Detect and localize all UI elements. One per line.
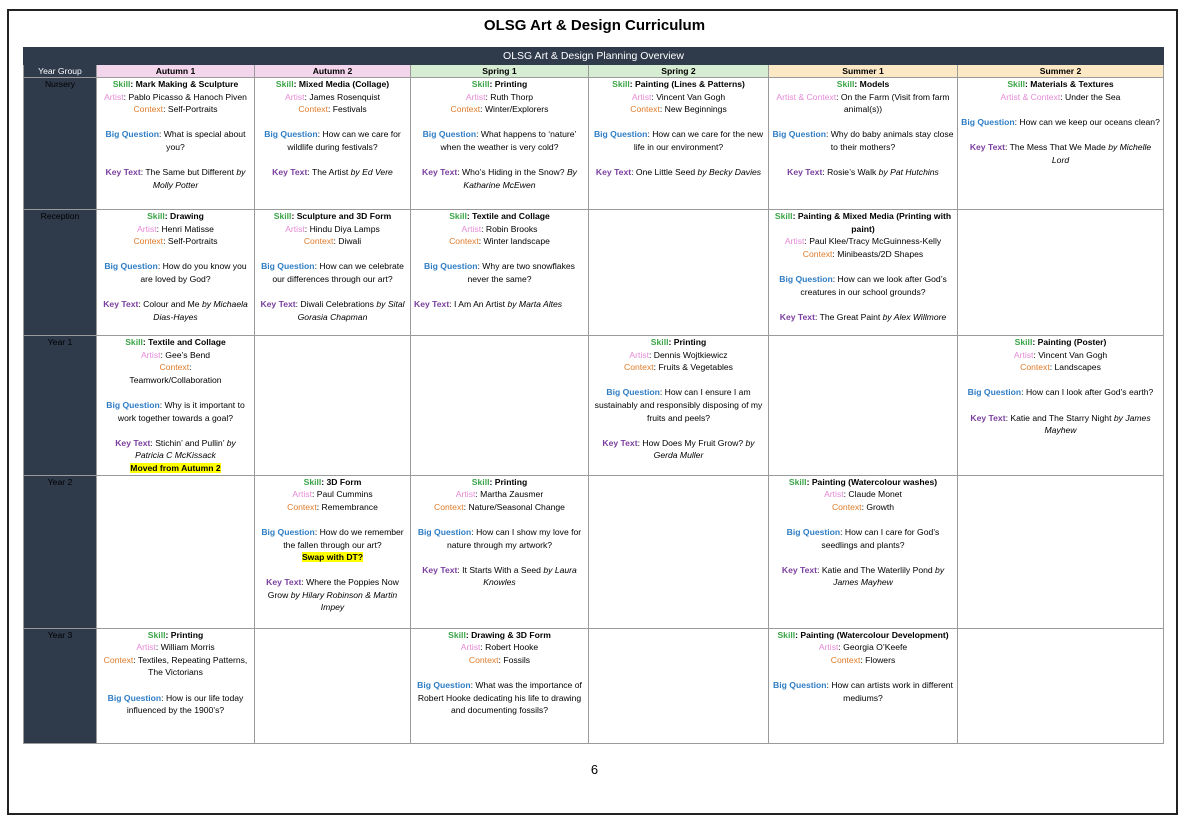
skill-value: 3D Form [326, 476, 362, 487]
key-text-label: Key Text [595, 167, 632, 178]
skill-value: Painting (Watercolour Development) [800, 629, 949, 640]
cell-year-3-autumn-2 [255, 628, 411, 743]
key-text-label: Key Text [781, 564, 818, 575]
artist-label: Artist [136, 642, 156, 653]
header-spring-1: Spring 1 [411, 65, 589, 78]
key-text-author: By Katharine McEwen [463, 167, 577, 190]
context-label: Context [831, 501, 862, 512]
artist-value: Henri Matisse [161, 223, 214, 234]
overview-header-row [24, 48, 1164, 65]
artist-label: Artist [629, 349, 649, 360]
cell-year-1-spring-1 [411, 336, 589, 476]
skill-label: Skill [836, 79, 855, 89]
context-value: Self-Portraits [167, 104, 218, 115]
skill-label: Skill [1014, 337, 1033, 347]
big-question-label: Big Question [417, 526, 472, 537]
skill-value: Printing [494, 79, 528, 89]
artist-label: Artist [784, 236, 805, 247]
key-text-value: Katie and The Starry Night [1010, 412, 1112, 423]
big-question-value: Why are two snowflakes never the same? [467, 261, 575, 284]
big-question-value: How can I care for God’s seedlings and plants? [821, 526, 940, 550]
big-question-label: Big Question [773, 679, 827, 690]
artist-context-label: Artist & Context [1000, 91, 1061, 102]
skill-value: Materials & Textures [1030, 79, 1114, 89]
key-text-label: Key Text [422, 564, 458, 575]
key-text-value: How Does My Fruit Grow? [642, 437, 744, 448]
skill-value: Drawing & 3D Form [471, 629, 551, 640]
big-question-label: Big Question [593, 129, 648, 140]
artist-value: Paul Cummins [316, 489, 373, 500]
big-question-value: How can I look after God’s earth? [1025, 387, 1154, 398]
big-question-value: How can I ensure I am sustainably and responsibly disposing of my fruits and peels? [594, 387, 763, 423]
key-text-label: Key Text [115, 437, 151, 448]
cell-reception-autumn-1: Skill: Drawing Artist: Henri Matisse Context: Self-Portraits Big Question: How do you know you are loved by God? Key Text: Colour and Me by Michaela Dias-Hayes [97, 210, 255, 336]
cell-nursery-summer-1: Skill: Models Artist & Context: On the Farm (Visit from farm animal(s)) Big Question: Why do baby animals stay close to their mothers? Key Text: Rosie’s Walk by Pat Hutchins [769, 78, 958, 210]
context-value: New Beginnings [664, 104, 727, 115]
cell-year-3-summer-1: Skill: Painting (Watercolour Development) Artist: Georgia O’Keefe Context: Flowers Big Question: How can artists work in different mediums? [769, 628, 958, 743]
skill-value: Painting (Lines & Patterns) [635, 79, 745, 89]
skill-label: Skill [273, 211, 292, 221]
moved-note: Moved from Autumn 2 [130, 462, 221, 473]
skill-label: Skill [612, 79, 630, 89]
artist-context-label: Artist & Context [776, 91, 837, 102]
context-label: Context [630, 104, 660, 115]
big-question-value: How can we celebrate our differences through our art? [272, 261, 404, 284]
year-label-year-3: Year 3 [24, 628, 97, 743]
big-question-label: Big Question [606, 387, 660, 398]
key-text-label: Key Text [779, 311, 815, 322]
cell-reception-spring-2 [589, 210, 769, 336]
document-title: OLSG Art & Design Curriculum [483, 17, 706, 34]
skill-value: Painting (Poster) [1037, 337, 1107, 347]
skill-value: Printing [673, 337, 707, 347]
key-text-author: by Patricia C McKissack [135, 437, 236, 461]
row-reception [24, 210, 1164, 336]
context-label: Context [133, 236, 164, 247]
context-value: Flowers [865, 654, 896, 665]
skill-value: Textile and Collage [148, 337, 226, 347]
context-label: Context [103, 654, 134, 665]
artist-label: Artist [824, 489, 844, 500]
context-value: Fruits & Vegetables [658, 362, 733, 373]
cell-year-3-spring-2 [589, 628, 769, 743]
key-text-author: by James Mayhew [833, 564, 945, 588]
skill-value: Printing [494, 476, 528, 487]
cell-year-3-spring-1: Skill: Drawing & 3D Form Artist: Robert Hooke Context: Fossils Big Question: What was the importance of Robert Hooke dedicating his life to drawing and documenting fossils? [411, 628, 589, 743]
skill-label: Skill [774, 211, 793, 221]
row-year-3 [24, 628, 1164, 743]
cell-year-2-summer-2 [958, 475, 1164, 628]
artist-value: Martha Zausmer [480, 489, 544, 500]
context-label: Context [133, 104, 164, 115]
skill-value: Textile and Collage [472, 211, 550, 221]
curriculum-table [23, 47, 1164, 744]
skill-label: Skill [275, 79, 294, 89]
artist-value: Georgia O’Keefe [843, 642, 908, 653]
skill-label: Skill [1007, 79, 1025, 89]
cell-nursery-autumn-2: Skill: Mixed Media (Collage) Artist: James Rosenquist Context: Festivals Big Question: How can we care for wildlife during festivals? Key Text: The Artist by Ed Vere [255, 78, 411, 210]
big-question-label: Big Question [424, 261, 478, 272]
big-question-value: How can we keep our oceans clean? [1019, 116, 1160, 127]
artist-value: Vincent Van Gogh [1038, 349, 1108, 360]
row-year-1 [24, 336, 1164, 476]
key-text-value: Stichin’ and Pullin’ [155, 437, 225, 448]
header-summer-1: Summer 1 [769, 65, 958, 78]
key-text-value: The Great Paint [819, 311, 881, 322]
cell-reception-spring-1: Skill: Textile and Collage Artist: Robin Brooks Context: Winter landscape Big Question: Why are two snowflakes never the same? Key Text: I Am An Artist by Marta Altes [411, 210, 589, 336]
key-text-value: Diwali Celebrations [300, 299, 374, 310]
year-label-year-2: Year 2 [24, 475, 97, 628]
key-text-label: Key Text [970, 412, 1006, 423]
artist-value: William Morris [160, 642, 215, 653]
key-text-value: The Same but Different [145, 167, 235, 178]
context-value: Teamwork/Collaboration [129, 374, 222, 385]
header-spring-2: Spring 2 [589, 65, 769, 78]
big-question-label: Big Question [105, 129, 159, 140]
cell-year-1-summer-2: Skill: Painting (Poster) Artist: Vincent Van Gogh Context: Landscapes Big Question: How can I look after God’s earth? Key Text: Katie and The Starry Night by James Mayhew [958, 336, 1164, 476]
context-label: Context [802, 248, 833, 259]
context-label: Context [287, 501, 317, 512]
year-label-reception: Reception [24, 210, 97, 336]
skill-label: Skill [471, 476, 490, 487]
key-text-author: by Molly Potter [152, 167, 246, 190]
key-text-author: by Marta Altes [507, 299, 563, 310]
context-label: Context [449, 236, 479, 247]
context-label: Context [303, 236, 334, 247]
key-text-label: Key Text [266, 577, 302, 588]
cell-year-2-autumn-1 [97, 475, 255, 628]
big-question-value: How do we remember the fallen through our art? [283, 526, 404, 550]
cell-year-3-autumn-1: Skill: Printing Artist: William Morris Context: Textiles, Repeating Patterns, The Victorians Big Question: How is our life today influenced by the 1900’s? [97, 628, 255, 743]
artist-label: Artist [1013, 349, 1034, 360]
big-question-label: Big Question [261, 261, 315, 272]
artist-label: Artist [137, 223, 157, 234]
key-text-label: Key Text [602, 437, 638, 448]
artist-value: Ruth Thorp [490, 91, 534, 102]
skill-value: Painting & Mixed Media (Printing with paint) [797, 211, 952, 234]
big-question-label: Big Question [107, 692, 162, 703]
key-text-label: Key Text [787, 167, 823, 178]
skill-label: Skill [147, 211, 165, 221]
year-label-year-1: Year 1 [24, 336, 97, 476]
key-text-author: by Pat Hutchins [878, 167, 939, 178]
key-text-value: Rosie’s Walk [827, 167, 877, 178]
artist-label: Artist [292, 489, 312, 500]
artist-value: Pablo Picasso & Hanoch Piven [128, 91, 247, 102]
big-question-value: Why is it important to work together towards a goal? [117, 399, 245, 423]
key-text-label: Key Text [414, 299, 450, 310]
key-text-value: The Artist [311, 167, 349, 178]
context-label: Context [1020, 362, 1050, 373]
big-question-label: Big Question [261, 526, 315, 537]
artist-value: Robert Hooke [485, 642, 539, 653]
cell-year-1-autumn-2 [255, 336, 411, 476]
key-text-author: by Michelle Lord [1051, 141, 1152, 165]
key-text-author: by Becky Davies [697, 167, 762, 178]
skill-value: Printing [170, 629, 204, 640]
big-question-label: Big Question [106, 399, 160, 410]
key-text-value: Who’s Hiding in the Snow? [462, 167, 565, 178]
year-group-header: Year Group [24, 65, 97, 78]
artist-label: Artist [465, 91, 486, 102]
context-value: Minibeasts/2D Shapes [837, 248, 924, 259]
artist-label: Artist [104, 91, 124, 102]
artist-value: Gee’s Bend [165, 349, 211, 360]
big-question-label: Big Question [104, 261, 158, 272]
skill-value: Painting (Watercolour washes) [811, 476, 938, 487]
page-number: 6 [590, 762, 599, 777]
cell-year-1-autumn-1: Skill: Textile and Collage Artist: Gee’s Bend Context: Teamwork/Collaboration Big Question: Why is it important to work together towards a goal? Key Text: Stichin’ and Pullin’ by Patricia C McKissack Moved from Autumn 2 [97, 336, 255, 476]
big-question-value: What was the importance of Robert Hooke dedicating his life to drawing and documenting fossils? [417, 679, 582, 716]
skill-label: Skill [303, 476, 322, 487]
skill-value: Sculpture and 3D Form [296, 211, 392, 221]
key-text-author: by James Mayhew [1044, 412, 1151, 436]
artist-context-value: Under the Sea [1065, 91, 1121, 102]
cell-nursery-autumn-1: Skill: Mark Making & Sculpture Artist: Pablo Picasso & Hanoch Piven Context: Self-Portraits Big Question: What is special about you? Key Text: The Same but Different by Molly Potter [97, 78, 255, 210]
skill-value: Drawing [170, 211, 204, 221]
context-label: Context [468, 654, 499, 665]
big-question-label: Big Question [779, 273, 833, 284]
key-text-label: Key Text [105, 167, 141, 178]
cell-year-2-summer-1: Skill: Painting (Watercolour washes) Artist: Claude Monet Context: Growth Big Question: How can I care for God’s seedlings and plants? Key Text: Katie and The Waterlily Pond by James Mayhew [769, 475, 958, 628]
swap-note: Swap with DT? [301, 552, 364, 563]
context-value: Nature/Seasonal Change [468, 501, 565, 512]
context-value: Self-Portraits [167, 236, 218, 247]
key-text-value: Colour and Me [143, 299, 200, 310]
header-summer-2: Summer 2 [958, 65, 1164, 78]
artist-label: Artist [140, 349, 161, 360]
overview-label: OLSG Art & Design Planning Overview [24, 48, 1164, 65]
artist-label: Artist [631, 91, 652, 102]
row-nursery [24, 78, 1164, 210]
context-label: Context [830, 654, 861, 665]
cell-year-1-summer-1 [769, 336, 958, 476]
cell-year-3-summer-2 [958, 628, 1164, 743]
artist-value: Dennis Wojtkiewicz [653, 349, 728, 360]
key-text-author: by Michaela Dias-Hayes [153, 299, 248, 322]
key-text-author: by Sital Gorasia Chapman [297, 299, 405, 322]
skill-label: Skill [788, 476, 807, 487]
key-text-label: Key Text [272, 167, 308, 178]
artist-value: Paul Klee/Tracy McGuinness-Kelly [809, 236, 942, 247]
big-question-value: How can we look after God’s creatures in our school grounds? [800, 273, 947, 297]
context-label: Context [159, 362, 190, 373]
big-question-label: Big Question [961, 116, 1015, 127]
context-label: Context [434, 501, 464, 512]
key-text-label: Key Text [103, 299, 139, 310]
key-text-value: One Little Seed [635, 167, 696, 178]
artist-value: Hindu Diya Lamps [309, 223, 380, 234]
key-text-author: by Ed Vere [350, 167, 393, 178]
cell-year-2-spring-1: Skill: Printing Artist: Martha Zausmer Context: Nature/Seasonal Change Big Question: How can I show my love for nature through my artwork? Key Text: It Starts With a Seed by Laura Knowles [411, 475, 589, 628]
big-question-label: Big Question [264, 129, 318, 140]
key-text-value: Katie and The Waterlily Pond [821, 564, 933, 575]
context-value: Landscapes [1054, 362, 1101, 373]
skill-value: Mark Making & Sculpture [135, 79, 239, 89]
header-autumn-2: Autumn 2 [255, 65, 411, 78]
key-text-value: It Starts With a Seed [462, 564, 541, 575]
skill-label: Skill [448, 629, 466, 640]
key-text-author: by Hilary Robinson & Martin Impey [290, 589, 398, 613]
cell-reception-summer-1: Skill: Painting & Mixed Media (Printing with paint) Artist: Paul Klee/Tracy McGuinness-Kelly Context: Minibeasts/2D Shapes Big Question: How can we look after God’s creatures in our school grounds? Key Text: The Great Paint by Alex Willmore [769, 210, 958, 336]
row-year-2 [24, 475, 1164, 628]
key-text-value: I Am An Artist [453, 299, 506, 310]
skill-value: Mixed Media (Collage) [298, 79, 390, 89]
big-question-value: What happens to ‘nature’ when the weather is very cold? [440, 129, 577, 152]
artist-value: Robin Brooks [485, 223, 538, 234]
context-value: Winter/Explorers [484, 104, 549, 115]
skill-label: Skill [112, 79, 131, 89]
big-question-value: How do you know you are loved by God? [140, 261, 247, 284]
cell-year-2-spring-2 [589, 475, 769, 628]
big-question-value: What is special about you? [163, 129, 246, 152]
big-question-label: Big Question [786, 526, 841, 537]
big-question-label: Big Question [772, 129, 826, 140]
context-label: Context [298, 104, 328, 115]
cell-nursery-summer-2: Skill: Materials & Textures Artist & Context: Under the Sea Big Question: How can we keep our oceans clean? Key Text: The Mess That We Made by Michelle Lord [958, 78, 1164, 210]
context-value: Winter landscape [483, 236, 550, 247]
skill-label: Skill [449, 211, 467, 221]
key-text-label: Key Text [422, 167, 458, 178]
cell-reception-autumn-2: Skill: Sculpture and 3D Form Artist: Hindu Diya Lamps Context: Diwali Big Question: How can we celebrate our differences through our art? Key Text: Diwali Celebrations by Sital Gorasia Chapman [255, 210, 411, 336]
context-value: Diwali [338, 236, 362, 247]
key-text-author: by Gerda Muller [653, 437, 755, 461]
artist-label: Artist [460, 642, 481, 653]
big-question-value: How can artists work in different mediums? [831, 679, 953, 703]
year-label-nursery: Nursery [24, 78, 97, 210]
big-question-value: How can we care for wildlife during festivals? [287, 129, 401, 152]
key-text-author: by Laura Knowles [483, 564, 577, 588]
context-label: Context [624, 362, 654, 373]
skill-label: Skill [147, 629, 166, 640]
skill-label: Skill [471, 79, 490, 89]
artist-label: Artist [818, 642, 839, 653]
artist-label: Artist [461, 223, 482, 234]
skill-value: Models [859, 79, 890, 89]
cell-year-2-autumn-2: Skill: 3D Form Artist: Paul Cummins Context: Remembrance Big Question: How do we remember the fallen through our art? Swap with DT? Key Text: Where the Poppies Now Grow by Hilary Robinson & Martin Impey [255, 475, 411, 628]
key-text-label: Key Text [969, 141, 1005, 152]
context-value: Growth [866, 501, 895, 512]
big-question-label: Big Question [422, 129, 477, 140]
context-label: Context [450, 104, 481, 115]
key-text-author: by Alex Willmore [882, 311, 947, 322]
artist-context-value: On the Farm (Visit from farm animal(s)) [840, 91, 950, 115]
artist-value: Vincent Van Gogh [656, 91, 726, 102]
big-question-value: Why do baby animals stay close to their mothers? [830, 129, 954, 152]
cell-nursery-spring-2: Skill: Painting (Lines & Patterns) Artist: Vincent Van Gogh Context: New Beginnings Big Question: How can we care for the new life in our environment? Key Text: One Little Seed by Becky Davies [589, 78, 769, 210]
skill-label: Skill [777, 629, 796, 640]
big-question-value: How can I show my love for nature through my artwork? [446, 526, 582, 550]
big-question-label: Big Question [417, 679, 471, 690]
term-header-row [24, 65, 1164, 78]
cell-year-1-spring-2: Skill: Printing Artist: Dennis Wojtkiewicz Context: Fruits & Vegetables Big Question: How can I ensure I am sustainably and responsibly disposing of my fruits and peels? Key Text: How Does My Fruit Grow? by Gerda Muller [589, 336, 769, 476]
cell-reception-summer-2 [958, 210, 1164, 336]
big-question-label: Big Question [967, 387, 1022, 398]
context-value: Textiles, Repeating Patterns, The Victorians [137, 654, 248, 678]
big-question-value: How can we care for the new life in our environment? [633, 129, 764, 152]
context-value: Remembrance [321, 501, 378, 512]
skill-label: Skill [125, 337, 143, 347]
artist-label: Artist [455, 489, 476, 500]
big-question-value: How is our life today influenced by the 1900’s? [126, 692, 244, 716]
cell-nursery-spring-1: Skill: Printing Artist: Ruth Thorp Context: Winter/Explorers Big Question: What happens to ‘nature’ when the weather is very cold? Key Text: Who’s Hiding in the Snow? By Katharine McEwen [411, 78, 589, 210]
key-text-value: Where the Poppies Now Grow [267, 577, 399, 600]
key-text-value: The Mess That We Made [1009, 141, 1106, 152]
artist-value: James Rosenquist [309, 91, 381, 102]
key-text-label: Key Text [260, 299, 296, 310]
header-autumn-1: Autumn 1 [97, 65, 255, 78]
artist-label: Artist [284, 91, 305, 102]
artist-value: Claude Monet [848, 489, 902, 500]
context-value: Fossils [503, 654, 531, 665]
artist-label: Artist [285, 223, 305, 234]
context-value: Festivals [332, 104, 367, 115]
skill-label: Skill [650, 337, 669, 347]
